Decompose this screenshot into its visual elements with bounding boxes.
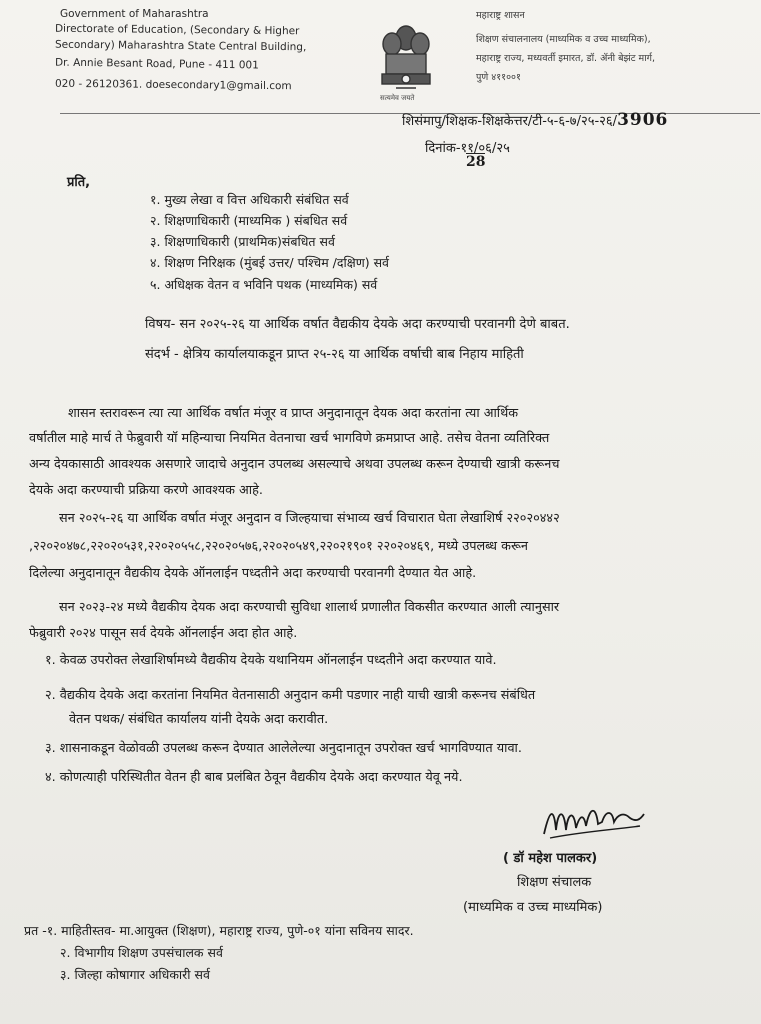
emblem-motto: सत्यमेव जयते: [380, 94, 415, 102]
copy-to-line: २. विभागीय शिक्षण उपसंचालक सर्व: [60, 945, 223, 960]
header-mr-line-4: पुणे ४११००१: [476, 72, 521, 83]
recipient-item: ४. शिक्षण निरिक्षक (मुंबई उत्तर/ पश्चिम /दक्षिण) सर्व: [150, 255, 389, 270]
header-en-line-1: Government of Maharashtra: [60, 8, 209, 20]
paragraph-line: सन २०२३-२४ मध्ये वैद्यकीय देयक अदा करण्याची सुविधा शालार्थ प्रणालीत विकसीत करण्यात आली त्यानुसार: [59, 600, 560, 615]
instruction-item: ४. कोणत्याही परिस्थितीत वेतन ही बाब प्रलंबित ठेवून वैद्यकीय देयके अदा करण्यात येवू नये.: [45, 770, 463, 785]
signatory-department: (माध्यमिक व उच्च माध्यमिक): [463, 900, 603, 915]
instruction-item: ३. शासनाकडून वेळोवळी उपलब्ध करून देण्यात आलेलेल्या अनुदानातून उपरोक्त खर्च भागविण्यात यावा.: [45, 741, 522, 756]
header-mr-line-3: महाराष्ट्र राज्य, मध्यवर्ती इमारत, डॉ. ॲनी बेझंट मार्ग,: [476, 53, 656, 64]
reference-handwritten-number: 3906: [617, 110, 669, 130]
signature-scribble: [540, 800, 650, 846]
paragraph-line: देयके अदा करण्याची प्रक्रिया करणे आवश्यक आहे.: [29, 483, 263, 498]
signatory-name: ( डॉ महेश पालकर): [503, 851, 598, 866]
paragraph-line: दिलेल्या अनुदानातून वैद्यकीय देयके ऑनलाईन पध्दतीने अदा करण्याची परवानगी देण्यात येत आहे.: [29, 566, 477, 581]
state-emblem: [372, 18, 440, 108]
subject-line: विषय- सन २०२५-२६ या आर्थिक वर्षात वैद्यकीय देयके अदा करण्याची परवानगी देणे बाबत.: [145, 317, 570, 332]
copy-to-line: ३. जिल्हा कोषागार अधिकारी सर्व: [60, 967, 210, 982]
instruction-item: १. केवळ उपरोक्त लेखाशिर्षामध्ये वैद्यकीय देयके यथानियम ऑनलाईन पध्दतीने अदा करण्यात यावे.: [45, 653, 497, 668]
reference-date: दिनांक-११/०६/२५: [425, 141, 510, 156]
header-en-line-5: 020 - 26120361. doesecondary1@gmail.com: [54, 77, 292, 93]
header-mr-line-1: महाराष्ट्र शासन: [476, 10, 525, 21]
paragraph-line: सन २०२५-२६ या आर्थिक वर्षात मंजूर अनुदान व जिल्हयाचा संभाव्य खर्च विचारात घेता लेखाशिर्ष २२०२०४४२: [59, 511, 560, 526]
reference-number: [402, 110, 668, 130]
paragraph-line: फेब्रुवारी २०२४ पासून सर्व देयके ऑनलाईन अदा होत आहे.: [29, 626, 298, 641]
paragraph-line: वर्षातील माहे मार्च ते फेब्रुवारी यॉ महिन्याचा नियमित वेतनाचा खर्च भागविणे क्रमप्राप्त आहे. तसेच वेतना व्यतिरिक्त: [29, 431, 550, 446]
reference-number-text: शिसंमापु/शिक्षक-शिक्षकेत्तर/टी-५-६-७/२५-२६/: [402, 114, 618, 129]
addressee-label: प्रति,: [67, 175, 91, 190]
instruction-item: २. वैद्यकीय देयके अदा करतांना नियमित वेतनासाठी अनुदान कमी पडणार नाही याची खात्री करूनच संबंधित: [45, 688, 536, 703]
copy-to-line: प्रत -१. माहितीस्तव- मा.आयुक्त (शिक्षण), महाराष्ट्र राज्य, पुणे-०१ यांना सविनय सादर.: [24, 923, 414, 938]
recipient-item: ३. शिक्षणाधिकारी (प्राथमिक)संबधित सर्व: [150, 234, 335, 249]
recipient-item: ५. अधिक्षक वेतन व भविनि पथक (माध्यमिक) सर्व: [150, 277, 378, 292]
paragraph-line: ,२२०२०४७८,२२०२०५३१,२२०२०५५८,२२०२०५७६,२२०२०५४९,२२०२१९०१ २२०२०४६९, मध्ये उपलब्ध करून: [29, 539, 528, 554]
recipient-item: १. मुख्य लेखा व वित्त अधिकारी संबंधित सर्व: [150, 192, 349, 207]
paragraph-line: शासन स्तरावरून त्या त्या आर्थिक वर्षात मंजूर व प्राप्त अनुदानातून देयक अदा करतांना त्या आर्थिक: [68, 406, 519, 421]
header-en-line-4: Dr. Annie Besant Road, Pune - 411 001: [54, 56, 259, 72]
handwritten-date: 28: [466, 154, 486, 170]
paragraph-line: अन्य देयकासाठी आवश्यक असणारे जादाचे अनुदान उपलब्ध असल्याचे अथवा उपलब्ध करून देण्याची खात्री करूनच: [29, 457, 560, 472]
instruction-item-continued: वेतन पथक/ संबंधित कार्यालय यांनी देयके अदा करावीत.: [69, 712, 329, 727]
recipient-item: २. शिक्षणाधिकारी (माध्यमिक ) संबधित सर्व: [150, 213, 348, 228]
signatory-designation: शिक्षण संचालक: [517, 875, 592, 890]
reference-line: संदर्भ - क्षेत्रिय कार्यालयाकडून प्राप्त २५-२६ या आर्थिक वर्षाची बाब निहाय माहिती: [145, 347, 524, 362]
header-en-line-3: Secondary) Maharashtra State Central Building,: [54, 38, 307, 54]
header-mr-line-2: शिक्षण संचालनालय (माध्यमिक व उच्च माध्यमिक),: [476, 34, 651, 45]
header-en-line-2: Directorate of Education, (Secondary & Higher: [54, 22, 300, 38]
